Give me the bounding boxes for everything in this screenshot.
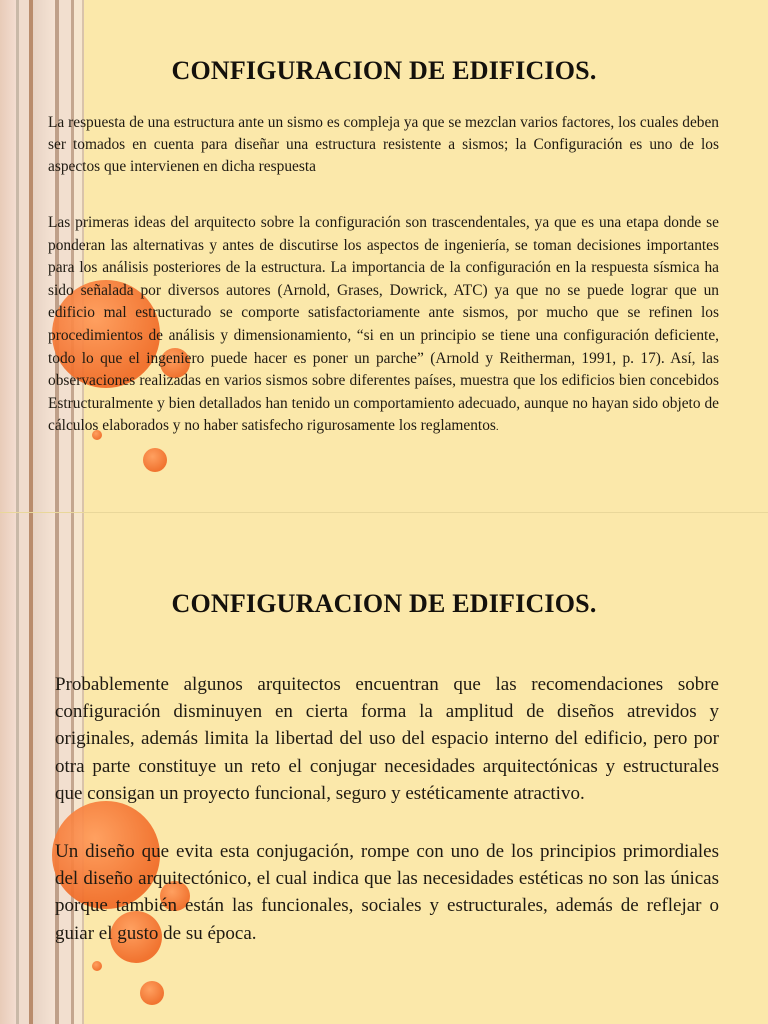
page-title: CONFIGURACION DE EDIFICIOS. [171,589,597,618]
page-title: CONFIGURACION DE EDIFICIOS. [171,56,597,85]
decorative-circle-bottom [140,981,164,1005]
decorative-circle-bottom [143,448,167,472]
slide-2 [0,512,768,1024]
paragraph-ideas [48,212,719,439]
decorative-circle-tiny [92,961,102,971]
paragraph-architects: Probablemente algunos arquitectos encuentran que las recomendaciones sobre configuración disminuyen en cierta forma la amplitud de diseños atrevidos y originales, además limita la libertad del uso del espacio interno del edificio, pero por otra parte constituye un reto el conjugar necesidades arquitectónicas y estructurales que consigan un proyecto funcional, seguro y estéticamente atractivo. [55,674,719,804]
paragraph-design: Un diseño que evita esta conjugación, rompe con uno de los principios primordiales del diseño arquitectónico, el cual indica que las necesidades estéticas no son las únicas porque también están las funcionales, sociales y estructurales, además de reflejar o guiar el gusto de su época. [55,841,719,944]
paragraph-ideas-text: Las primeras ideas del arquitecto sobre la configuración son trascendentales, ya que es una etapa donde se ponderan las alternativas y antes de discutirse los aspectos de ingeniería, se toman decisiones importantes para los análisis posteriores de la estructura. La importancia de la configuración en la respuesta sísmica ha sido señalada por diversos autores (Arnold, Grases, Dowrick, ATC) ya que no se puede lograr que un edificio mal estructurado se comporte satisfactoriamente ante sismos, por mucho que se refinen los procedimientos de análisis y dimensionamiento, “si en un principio se tiene una configuración deficiente, todo lo que el ingeniero puede hacer es poner un parche” (Arnold y Reitherman, 1991, p. 17). Así, las observaciones realizadas en varios sismos sobre diferentes países, muestra que los edificios bien concebidos Estructuralmente y bien detallados han tenido un comportamiento adecuado, aunque no hayan sido objeto de cálculos elaborados y no haber satisfecho rigurosamente los reglamentos [48,214,719,435]
paragraph-intro: La respuesta de una estructura ante un sismo es compleja ya que se mezclan varios factores, los cuales deben ser tomados en cuenta para diseñar una estructura resistente a sismos; la Configuración es uno de los aspectos que intervienen en dicha respuesta [48,114,719,175]
paragraph-ideas-period: . [495,421,499,434]
